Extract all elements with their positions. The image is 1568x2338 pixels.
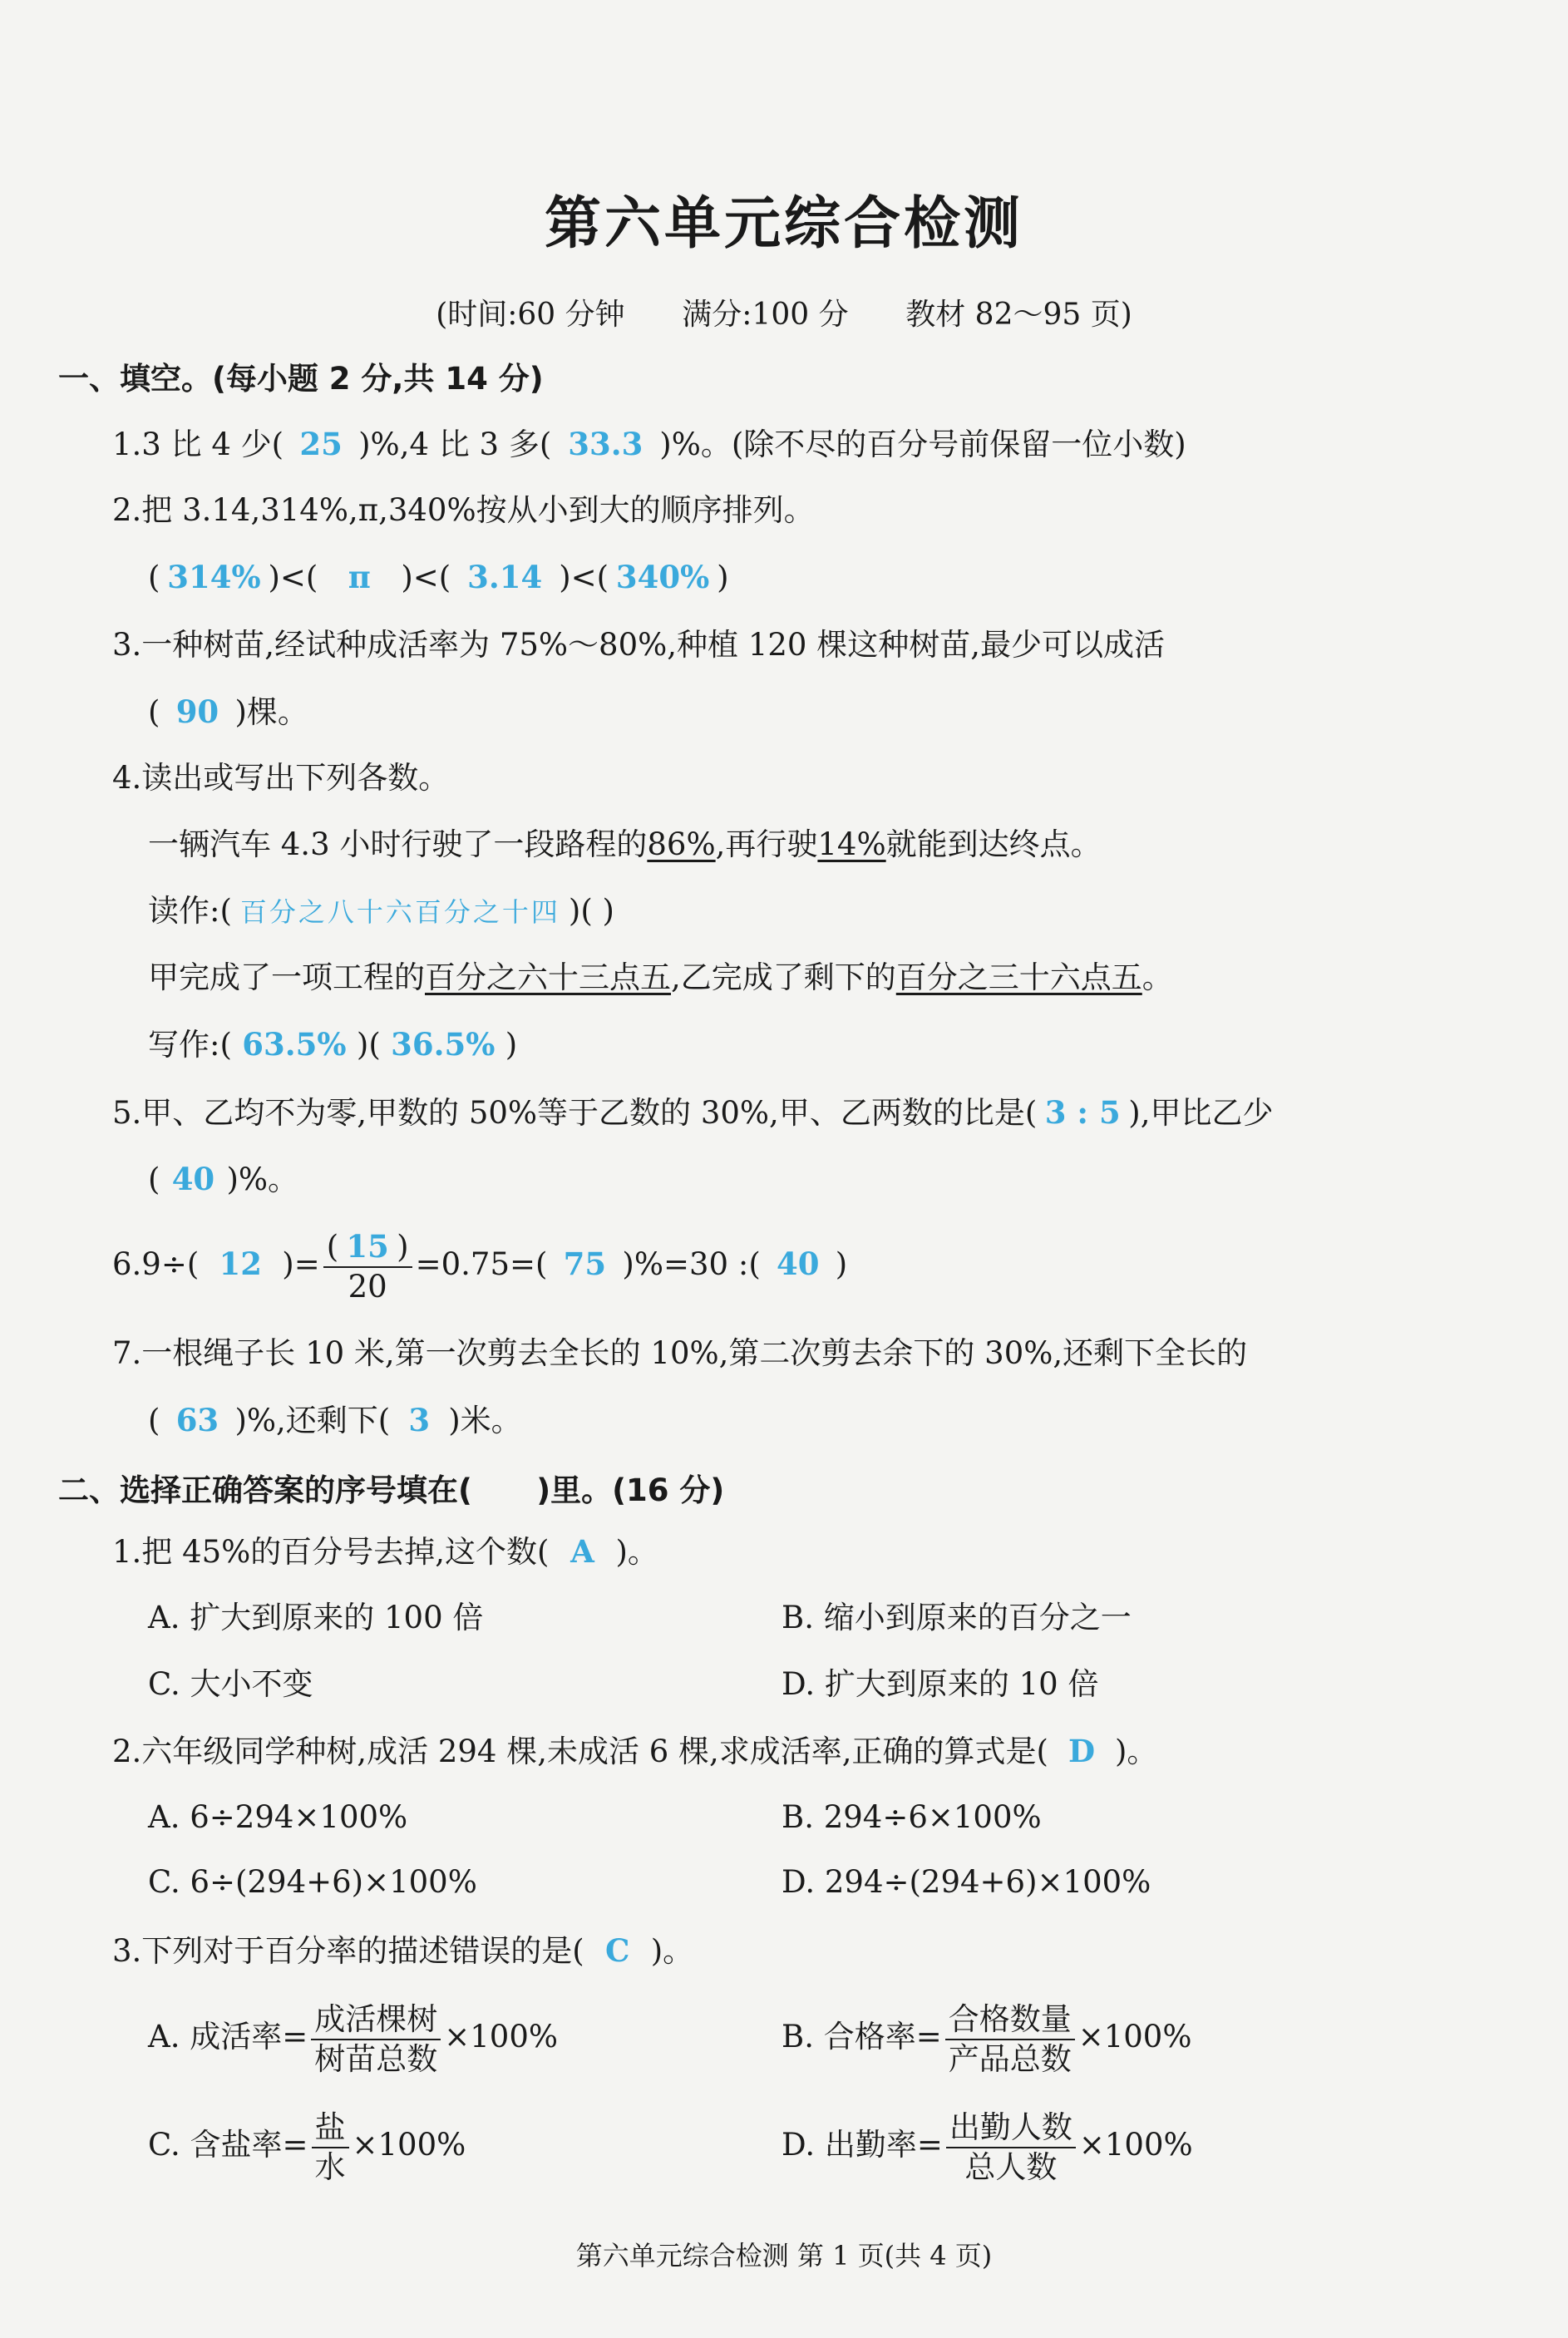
question-1-7: 7.一根绳子长 10 米,第一次剪去全长的 10%,第二次剪去余下的 30%,还剩下全长的 [112, 1335, 1248, 1371]
fraction: $\frac{\text{成活棵树}}{\text{树苗总数}}$ [311, 2000, 441, 2079]
question-1-4-write: 写作:( 63.5% )( 36.5% ) [148, 1026, 518, 1063]
question-1-5: 5.甲、乙均不为零,甲数的 50%等于乙数的 30%,甲、乙两数的比是( 3 : 5 ),甲比乙少 [112, 1094, 1274, 1131]
question-1-4-sentence-2: 甲完成了一项工程的百分之六十三点五,乙完成了剩下的百分之三十六点五。 [148, 959, 1173, 995]
question-1-3: 3.一种树苗,经试种成活率为 75%～80%,种植 120 棵这种树苗,最少可以成活 [112, 627, 1165, 663]
option-A: A. 扩大到原来的 100 倍 [148, 1600, 484, 1635]
option-D: D. 294÷(294+6)×100% [782, 1864, 1151, 1900]
question-1-3-cont: ( 90 )棵。 [148, 693, 308, 730]
page-footer: 第六单元综合检测 第 1 页(共 4 页) [575, 2240, 993, 2271]
fraction: $\frac{\text{出勤人数}}{\text{总人数}}$ [946, 2109, 1076, 2187]
fraction: $\frac{\text{盐}}{\text{水}}$ [312, 2109, 349, 2187]
option-C: C. 6÷(294+6)×100% [148, 1864, 477, 1900]
answer: 340% [615, 559, 710, 595]
answer: 3 [408, 1402, 431, 1438]
question-2-2: 2.六年级同学种树,成活 294 棵,未成活 6 棵,求成活率,正确的算式是( D )。 [112, 1733, 1158, 1769]
question-1-4: 4.读出或写出下列各数。 [112, 760, 450, 796]
answer: 3 : 5 [1044, 1094, 1121, 1131]
answer: D [1068, 1733, 1096, 1769]
answer: 12 [219, 1245, 263, 1282]
section-2-heading: 二、选择正确答案的序号填在( )里。(16 分) [58, 1472, 725, 1508]
option-B: B. 合格率= $\frac{\text{合格数量}}{\text{产品总数}}$ ×100% [782, 2000, 1192, 2077]
answer: 75 [563, 1245, 607, 1282]
option-A: A. 6÷294×100% [148, 1799, 408, 1835]
fraction: $\frac{\text{合格数量}}{\text{产品总数}}$ [945, 2000, 1075, 2079]
answer: 314% [167, 559, 261, 595]
option-C: C. 含盐率= $\frac{\text{盐}}{\text{水}}$ ×100% [148, 2109, 466, 2185]
option-A: A. 成活率= $\frac{\text{成活棵树}}{\text{树苗总数}}$ ×100% [148, 2000, 559, 2077]
answer: 15 [346, 1228, 389, 1265]
question-1-4-sentence-1: 一辆汽车 4.3 小时行驶了一段路程的86%,再行驶14%就能到达终点。 [148, 826, 1102, 862]
answer: 3.14 [467, 559, 543, 595]
answer: C [605, 1932, 630, 1969]
question-1-2-answers: ( 314% )<( π )<( 3.14 )<( 340% ) [148, 559, 729, 595]
answer: 90 [175, 693, 219, 730]
option-D: D. 扩大到原来的 10 倍 [782, 1666, 1099, 1702]
fraction: $\frac{( 15 )}{20}$ [323, 1227, 412, 1306]
question-1-6: 6.9÷( 12 )= $\frac{( 15 )}{20}$ =0.75=( 75 )%=30 :( 40 ) [112, 1222, 847, 1306]
option-B: B. 缩小到原来的百分之一 [782, 1600, 1132, 1635]
answer: A [570, 1533, 594, 1570]
answer: 25 [299, 426, 343, 462]
answer: π [348, 559, 371, 595]
answer: 百分之八十六百分之十四 [239, 896, 560, 928]
question-1-5-cont: ( 40 )%。 [148, 1161, 299, 1197]
answer: 36.5% [391, 1026, 496, 1063]
section-1-heading: 一、填空。(每小题 2 分,共 14 分) [58, 361, 544, 397]
option-D: D. 出勤率= $\frac{\text{出勤人数}}{\text{总人数}}$ ×100% [782, 2109, 1193, 2185]
question-1-2: 2.把 3.14,314%,π,340%按从小到大的顺序排列。 [112, 492, 815, 528]
question-1-7-cont: ( 63 )%,还剩下( 3 )米。 [148, 1402, 522, 1438]
answer: 40 [171, 1161, 215, 1197]
question-1-1: 1.3 比 4 少( 25 )%,4 比 3 多( 33.3 )%。(除不尽的百分号前保留一位小数) [112, 426, 1186, 462]
page-title: 第六单元综合检测 [544, 191, 1023, 257]
question-2-1: 1.把 45%的百分号去掉,这个数( A )。 [112, 1533, 658, 1570]
option-B: B. 294÷6×100% [782, 1799, 1042, 1835]
answer: 63.5% [242, 1026, 347, 1063]
answer: 63 [175, 1402, 219, 1438]
question-1-4-read: 读作:( 百分之八十六百分之十四 )( ) [148, 891, 614, 932]
answer: 40 [777, 1245, 820, 1282]
question-2-3: 3.下列对于百分率的描述错误的是( C )。 [112, 1932, 694, 1969]
answer: 33.3 [568, 426, 643, 462]
exam-info: (时间:60 分钟 满分:100 分 教材 82～95 页) [436, 298, 1132, 332]
option-C: C. 大小不变 [148, 1666, 313, 1702]
